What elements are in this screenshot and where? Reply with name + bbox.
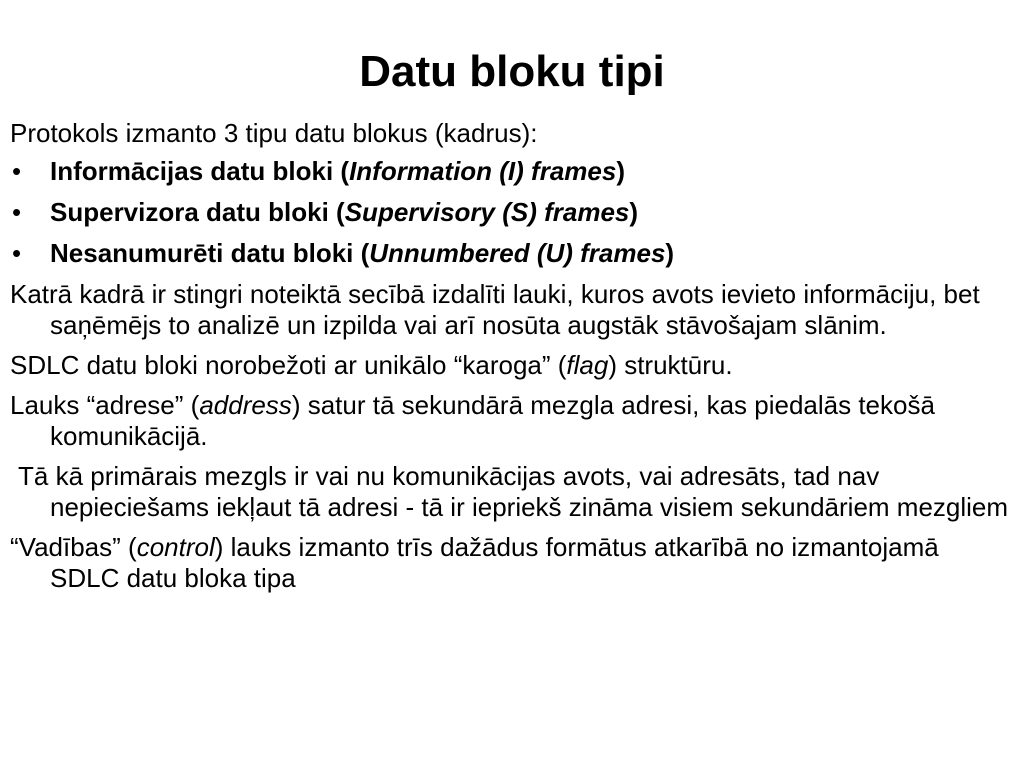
bullet-marker: • <box>12 156 22 186</box>
slide-content <box>10 118 1010 603</box>
address-paragraph <box>10 390 1010 452</box>
slide-title: Datu bloku tipi <box>359 47 665 96</box>
bullet-marker: • <box>12 197 22 227</box>
bullet-close-paren: ) <box>616 156 625 186</box>
bullet-bold-text: Supervizora datu bloki ( <box>50 197 345 227</box>
bullet-bold-text: Nesanumurēti datu bloki ( <box>50 238 370 268</box>
intro-paragraph: Protokols izmanto 3 tipu datu blokus (kadrus): <box>10 118 538 148</box>
control-text-before: “Vadības” ( <box>10 532 137 562</box>
flag-paragraph <box>10 350 1010 381</box>
primary-node-paragraph <box>10 461 1010 523</box>
bullet-item-supervisory-frames <box>10 197 1010 228</box>
bullet-bold-text: Informācijas datu bloki ( <box>50 156 350 186</box>
bullet-italic-term: Information (I) frames <box>349 156 617 186</box>
bullet-close-paren: ) <box>665 238 675 268</box>
primary-node-text: Tā kā primārais mezgls ir vai nu komunikācijas avots, vai adresāts, tad nav nepieciešams iekļaut tā adresi - tā ir iepriekš zināma visiem sekundāriem mezgliem <box>18 461 1009 522</box>
flag-text-before: SDLC datu bloki norobežoti ar unikālo “karoga” ( <box>10 350 567 380</box>
bullet-item-unnumbered-frames <box>10 238 1010 269</box>
fields-paragraph: Katrā kadrā ir stingri noteiktā secībā izdalīti lauki, kuros avots ievieto informāciju, bet saņēmējs to analizē un izpilda vai arī nosūta augstāk stāvošajam slānim. <box>10 279 980 340</box>
bullet-marker: • <box>12 238 22 268</box>
control-paragraph <box>10 532 1010 594</box>
bullet-item-information-frames <box>10 156 1010 187</box>
flag-term: flag <box>566 350 609 380</box>
address-term: address <box>199 390 292 420</box>
address-text-before: Lauks “adrese” ( <box>10 390 200 420</box>
bullet-close-paren: ) <box>629 197 639 227</box>
control-term: control <box>136 532 215 562</box>
control-text-after: ) lauks izmanto trīs dažādus formātus atkarībā no izmantojamā SDLC datu bloka tipa <box>50 532 939 593</box>
bullet-italic-term: Supervisory (S) frames <box>344 197 630 227</box>
address-text-after: ) satur tā sekundārā mezgla adresi, kas piedalās tekošā komunikācijā. <box>50 390 935 451</box>
bullet-italic-term: Unnumbered (U) frames <box>369 238 666 268</box>
flag-text-after: ) struktūru. <box>608 350 733 380</box>
